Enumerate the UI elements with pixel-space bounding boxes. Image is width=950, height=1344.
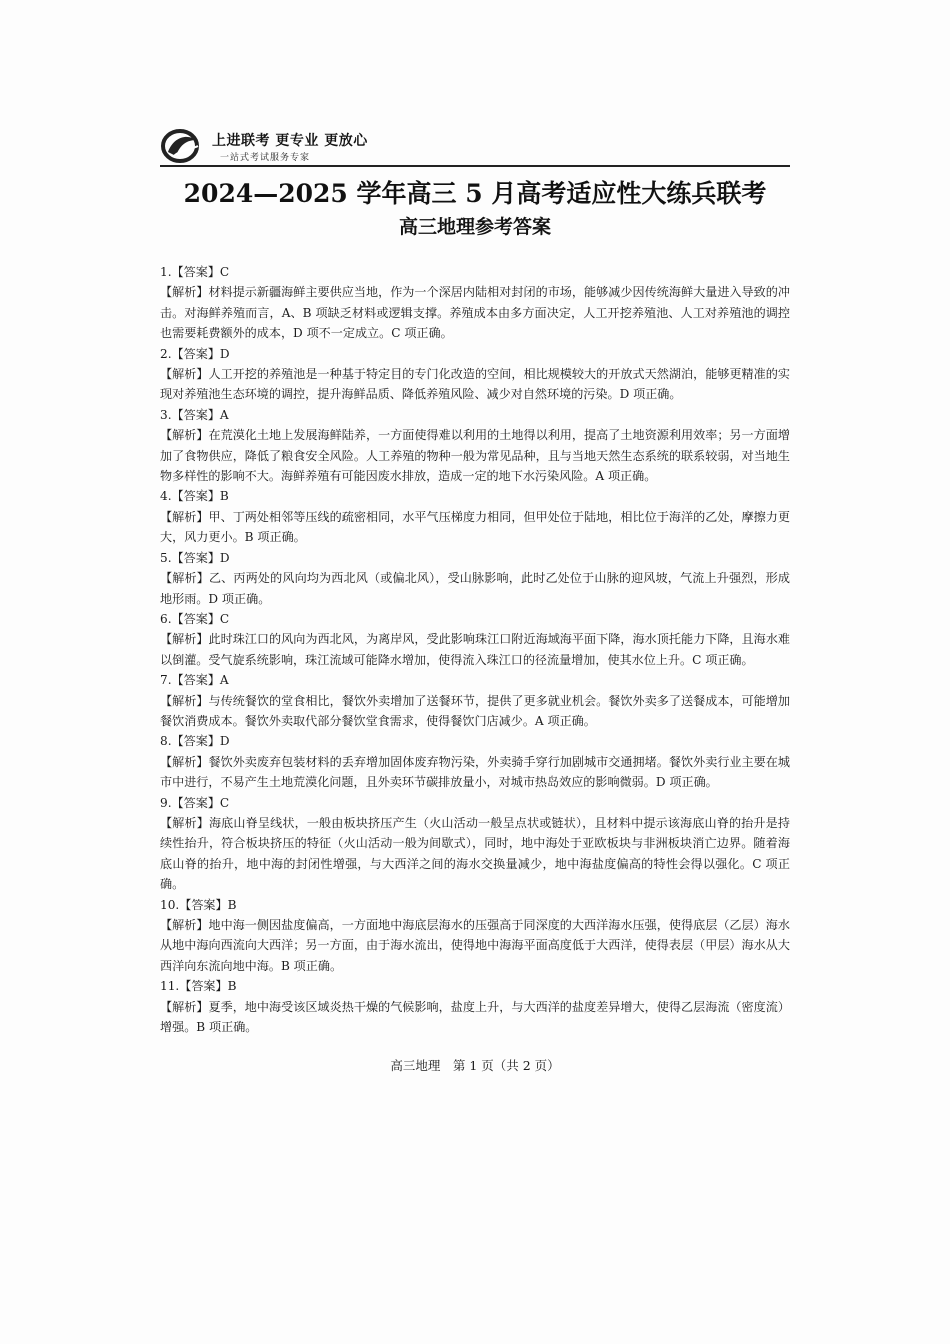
header-divider bbox=[160, 165, 790, 167]
document-subtitle: 高三地理参考答案 bbox=[398, 216, 551, 238]
answer-item-8 bbox=[160, 731, 790, 792]
answer-list bbox=[160, 262, 790, 1037]
answer-analysis: 【解析】在荒漠化土地上发展海鲜陆养，一方面使得难以利用的土地得以利用，提高了土地资源利用效率；另一方面增加了食物供应，降低了粮食安全风险。人工养殖的物种一般为常见品种，且与当地天然生态系统的联系较弱，对当地生物多样性的影响不大。海鲜养殖有可能因废水排放，造成一定的地下水污染风险。A 项正确。 bbox=[160, 428, 790, 484]
answer-key: 3.【答案】A bbox=[160, 407, 229, 422]
answer-item-6 bbox=[160, 609, 790, 670]
answer-key: 5.【答案】D bbox=[160, 550, 230, 565]
answer-key: 9.【答案】C bbox=[160, 795, 230, 810]
answer-item-5 bbox=[160, 548, 790, 609]
answer-item-7 bbox=[160, 670, 790, 731]
brand-slogan: 上进联考 更专业 更放心 bbox=[212, 133, 368, 149]
header bbox=[160, 124, 790, 168]
answer-item-10 bbox=[160, 895, 790, 977]
brand-tagline: 一站式考试服务专家 bbox=[220, 153, 311, 163]
brand-logo-icon bbox=[160, 126, 204, 164]
answer-key: 7.【答案】A bbox=[160, 673, 229, 688]
answer-item-9 bbox=[160, 793, 790, 895]
answer-key: 10.【答案】B bbox=[160, 897, 237, 912]
answer-item-2 bbox=[160, 344, 790, 405]
answer-analysis: 【解析】乙、丙两处的风向均为西北风（或偏北风），受山脉影响，此时乙处位于山脉的迎风坡，气流上升强烈，形成地形雨。D 项正确。 bbox=[160, 571, 790, 606]
answer-key: 11.【答案】B bbox=[160, 979, 237, 994]
page-number: 高三地理 第 1 页（共 2 页） bbox=[390, 1058, 560, 1073]
answer-key: 1.【答案】C bbox=[160, 265, 230, 279]
answer-analysis: 【解析】甲、丁两处相邻等压线的疏密相同，水平气压梯度力相同，但甲处位于陆地，相比位于海洋的乙处，摩擦力更大，风力更小。B 项正确。 bbox=[160, 509, 790, 545]
answer-item-11 bbox=[160, 976, 790, 1037]
answer-analysis: 【解析】海底山脊呈线状，一般由板块挤压产生（火山活动一般呈点状或链状），且材料中提示该海底山脊的抬升是持续性抬升，符合板块挤压的特征（火山活动一般为间歇式），同时，地中海处于亚欧板块与非洲板块消亡边界。随着海底山脊的抬升，地中海的封闭性增强，与大西洋之间的海水交换量减少，地中海盐度偏高的特性会得以强化。C 项正确。 bbox=[160, 815, 790, 892]
answer-analysis: 【解析】材料提示新疆海鲜主要供应当地，作为一个深居内陆相对封闭的市场，能够减少因传统海鲜大量进入导致的冲击。对海鲜养殖而言，A、B 项缺乏材料或逻辑支撑。养殖成本由多方面决定，人工开挖养殖池、人工对养殖池的调控也需要耗费额外的成本，D 项不一定成立。C 项正确。 bbox=[160, 285, 790, 341]
answer-key: 6.【答案】C bbox=[160, 611, 230, 626]
answer-analysis: 【解析】夏季，地中海受该区域炎热干燥的气候影响，盐度上升，与大西洋的盐度差异增大，使得乙层海流（密度流）增强。B 项正确。 bbox=[160, 999, 790, 1035]
answer-item-1 bbox=[160, 262, 790, 344]
answer-analysis: 【解析】地中海一侧因盐度偏高，一方面地中海底层海水的压强高于同深度的大西洋海水压强，使得底层（乙层）海水从地中海向西流向大西洋；另一方面，由于海水流出，使得地中海海平面高度低于大西洋，使得表层（甲层）海水从大西洋向东流向地中海。B 项正确。 bbox=[160, 918, 790, 973]
answer-key: 4.【答案】B bbox=[160, 489, 229, 504]
answer-key: 8.【答案】D bbox=[160, 734, 230, 749]
answer-item-4 bbox=[160, 486, 790, 547]
answer-analysis: 【解析】与传统餐饮的堂食相比，餐饮外卖增加了送餐环节，提供了更多就业机会。餐饮外卖多了送餐成本，可能增加餐饮消费成本。餐饮外卖取代部分餐饮堂食需求，使得餐饮门店减少。A 项正确。 bbox=[160, 693, 790, 728]
document-title: 2024—2025 学年高三 5 月高考适应性大练兵联考 bbox=[183, 179, 767, 208]
answer-analysis: 【解析】餐饮外卖废弃包装材料的丢弃增加固体废弃物污染，外卖骑手穿行加剧城市交通拥堵。餐饮外卖行业主要在城市中进行，不易产生土地荒漠化问题，且外卖环节碳排放量小，对城市热岛效应的影响微弱。D 项正确。 bbox=[160, 754, 790, 790]
answer-key: 2.【答案】D bbox=[160, 346, 230, 361]
answer-item-3 bbox=[160, 405, 790, 487]
answer-analysis: 【解析】此时珠江口的风向为西北风，为离岸风，受此影响珠江口附近海域海平面下降，海水顶托能力下降，且海水难以倒灌。受气旋系统影响，珠江流域可能降水增加，使得流入珠江口的径流量增加，使其水位上升。C 项正确。 bbox=[160, 632, 790, 667]
answer-analysis: 【解析】人工开挖的养殖池是一种基于特定目的专门化改造的空间，相比规模较大的开放式天然湖泊，能够更精准的实现对养殖池生态环境的调控，提升海鲜品质、降低养殖风险、减少对自然环境的污染。D 项正确。 bbox=[160, 367, 790, 402]
